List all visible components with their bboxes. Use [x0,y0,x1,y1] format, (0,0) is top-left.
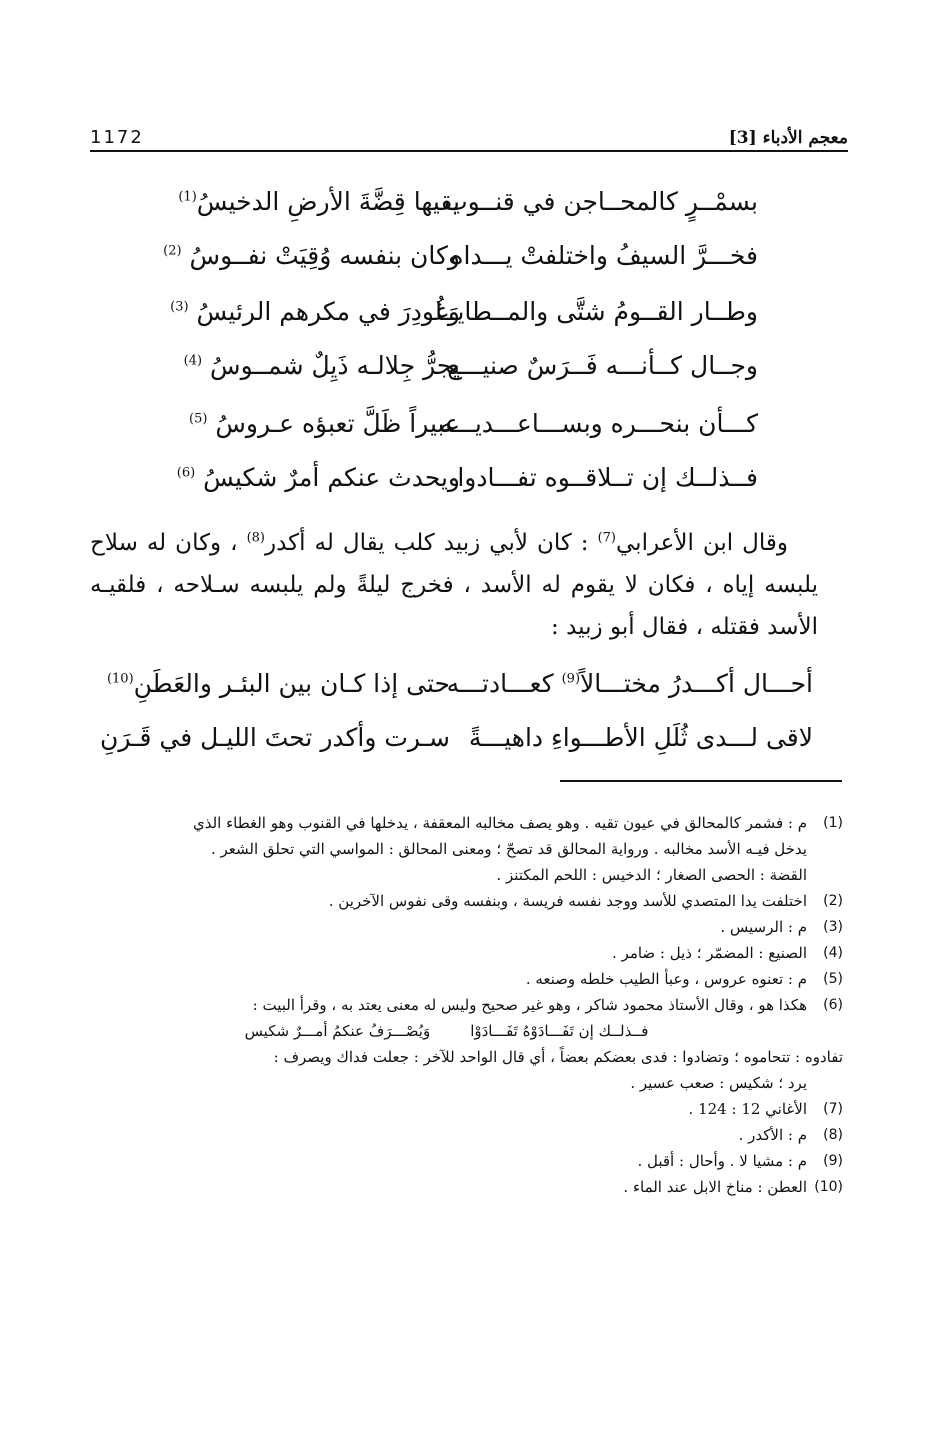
footnote-8 [90,1122,843,1148]
footnote-1 [90,810,843,888]
verse-5-first-hemistich: كـــأن بنحـــره وبســـاعـــديـــه [439,408,758,438]
verse-7-first-hemistich [446,668,813,698]
footnote-3 [90,914,843,940]
header-rule [90,150,848,152]
verse-5-second-text: عبيراً ظَلَّ تعبؤه عـروسُ [215,408,460,438]
footnote-9 [90,1148,843,1174]
footnote-6 [90,992,843,1018]
footnote-1-number: (1) [823,815,843,831]
poem-block-2 [160,284,758,392]
verse-5-second-hemistich [160,409,460,438]
verse-1 [160,174,758,228]
verse-6-second-hemistich [160,463,460,492]
footnote-6-continuation-2: يرد ؛ شكيس : صعب عسير . [630,1074,807,1092]
footnote-ref-5: (5) [188,411,208,427]
verse-1-second-hemistich [160,187,460,216]
footnote-5-text: م : تعنوه عروس ، وعبأ الطيب خلطه وصنعه . [525,970,807,988]
verse-7-first-text-b: كعـــادتـــه [446,668,562,698]
verse-4-second-hemistich [160,351,460,380]
verse-2-second-hemistich [160,241,460,270]
footnote-2-number: (2) [823,893,843,909]
footnote-ref-3: (3) [170,299,189,315]
footnote-4-number: (4) [823,945,843,961]
footnote-ref-6: (6) [176,465,196,481]
verse-1-second-text: يقيها قِضَّةَ الأرضِ الدخيسُ [196,186,460,216]
footnote-6-verse [90,1018,803,1044]
footnote-rule [560,780,842,782]
footnote-5 [90,966,843,992]
prose-paragraph [90,522,818,648]
verse-2-second-text: وكان بنفسه وُقِيَتْ نفــوسُ [189,240,460,270]
verse-5 [160,396,758,450]
verse-2 [160,228,758,282]
footnote-2-text: اختلفت يدا المتصدي للأسد ووجد نفسه فريسة ، وبنفسه وقى نفوس الآخرين . [328,892,807,910]
verse-7-second-hemistich [106,668,450,698]
footnote-6-verse-second: وَيُصْـــرَفُ عنكمُ أمـــرٌ شكيس [244,1022,431,1040]
footnote-6-text: هكذا هو ، وقال الأستاذ محمود شاكر ، وهو غير صحيح وليس له معنى يعتد به ، وقرأ البيت : [252,996,807,1014]
verse-6-second-text: ويحدث عنكم أمرٌ شكيسُ [203,462,460,492]
footnote-9-number: (9) [823,1153,843,1169]
poem-block-4 [100,656,813,764]
prose-part-1: وقال ابن الأعرابي [616,530,788,556]
footnote-1-line-3: القضة : الحصى الصغار ؛ الدخيس : اللحم المكتنز . [496,866,807,884]
poem-block-3 [160,396,758,504]
verse-4 [160,338,758,392]
verse-7-second-text: حتى إذا كـان بين البئـر والعَطَنِ [133,668,450,698]
footnote-7-number: (7) [823,1101,843,1117]
prose-text [90,522,818,648]
footnote-8-text: م : الأكدر . [738,1126,807,1144]
footnote-1-text [90,810,807,888]
verse-6 [160,450,758,504]
poem-block-1 [160,174,758,282]
footnote-6-number: (6) [823,997,843,1013]
footnote-ref-2: (2) [163,243,182,259]
verse-2-first-hemistich: فخـــرَّ السيفُ واختلفتْ يـــداه [450,240,758,270]
page-header [90,118,848,148]
footnote-7-text: الأغاني 12 : 124 . [688,1100,807,1118]
verse-6-first-hemistich: فــذلــك إن تــلاقــوه تفـــادوا [457,462,758,492]
footnote-10-number: (10) [814,1179,843,1195]
footnotes [90,810,843,1200]
footnote-8-number: (8) [823,1127,843,1143]
footnote-7 [90,1096,843,1122]
verse-4-first-hemistich: وجــال كــأنـــه فَــرَسٌ صنيـــع [447,350,758,380]
verse-1-first-hemistich: بسمْــرٍ كالمحــاجن في قنــوب [444,186,758,216]
verse-8 [100,710,813,764]
verse-7 [106,656,813,710]
footnote-3-text: م : الرسيس . [720,918,807,936]
verse-3-first-hemistich: وطــار القــومُ شتَّى والمــطايــا [435,296,758,326]
running-title: معجم الأدباء [3] [728,128,848,148]
footnote-ref-8: (8) [246,530,265,546]
footnote-ref-1: (1) [178,189,197,205]
footnote-3-number: (3) [823,919,843,935]
footnote-9-text: م : مشيا لا . وأحال : أقبل . [637,1152,807,1170]
footnote-1-line-1: م : فشمر كالمحالق في عيون تقيه . وهو يصف مخالبه المعقفة ، يدخلها في القنوب وهو الغطاء الذي [192,814,807,832]
prose-part-2: : كان لأبي زبيد كلب يقال له أكدر [265,530,598,556]
footnote-ref-9: (9) [561,671,581,687]
footnote-ref-4: (4) [183,353,203,369]
verse-7-first-text-a: أحـــال أكـــدرُ مختـــالاً [580,668,813,698]
verse-8-first-hemistich: لاقى لـــدى ثُلَلِ الأطـــواءِ داهيـــةً [468,722,813,752]
verse-3 [160,284,758,338]
prose-part-3: ، وكان له سلاح يلبسه إياه ، فكان لا يقوم له الأسد ، فخرج ليلةً ولم يلبسه سـلاحه ، فلقيـه الأسد فقتله ، فقال أبو زبيد : [90,530,818,640]
verse-8-second-hemistich: سـرت وأكدر تحتَ الليـل في قَـرَنِ [100,722,450,752]
verse-4-second-text: يجرُّ جِلالـه ذَيِلٌ شمــوسُ [210,350,460,380]
footnote-2 [90,888,843,914]
footnote-4-text: الصنيع : المضمّر ؛ ذيل : ضامر . [612,944,807,962]
page-number: 1172 [90,127,144,148]
footnote-ref-10: (10) [106,671,134,687]
footnote-6-continuation-1: تفادوه : تتحاموه ؛ وتضادوا : فدى بعضكم بعضاً ، أي قال الواحد للآخر : جعلت فداك ويصرف : [273,1048,843,1066]
footnote-10 [90,1174,843,1200]
footnote-ref-7: (7) [597,530,616,546]
footnote-10-text: العطن : مناخ الابل عند الماء . [623,1178,807,1196]
verse-3-second-hemistich [160,297,460,326]
footnote-5-number: (5) [823,971,843,987]
footnote-4 [90,940,843,966]
footnote-6-verse-first: فــذلــك إن تَفَـــادَوْهُ تَفَـــادَوْا [470,1022,649,1040]
footnote-1-line-2: يدخل فيـه الأسد مخالبه . ورواية المحالق قد تصحّ ؛ ومعنى المحالق : المواسي التي تحلق الشعر . [210,840,807,858]
verse-3-second-text: وَغُودِرَ في مكرهم الرئيسُ [196,296,460,326]
